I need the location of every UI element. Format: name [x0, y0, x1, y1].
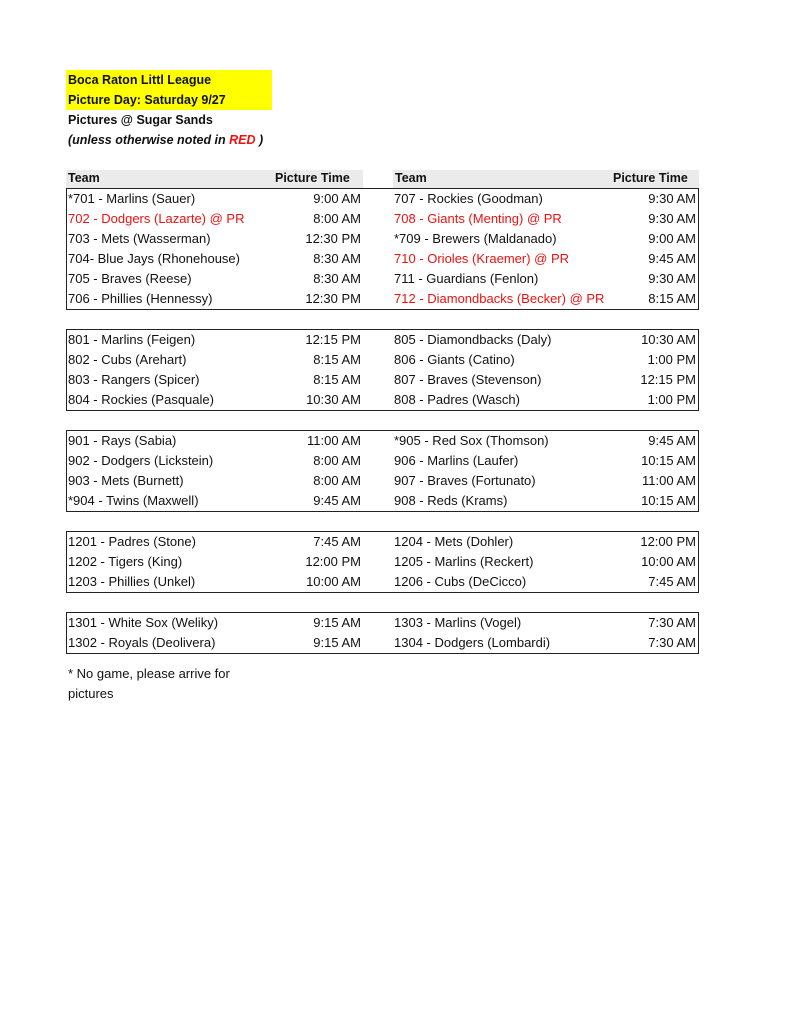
picture-time-cell: 9:30 AM	[648, 191, 696, 206]
table-row	[67, 613, 698, 633]
picture-time-cell: 10:30 AM	[641, 332, 696, 347]
table-row	[67, 269, 698, 289]
picture-time-cell: 1:00 PM	[647, 352, 696, 367]
picture-time-cell: 8:15 AM	[313, 352, 361, 367]
team-cell: 707 - Rockies (Goodman)	[394, 191, 543, 206]
team-cell: *701 - Marlins (Sauer)	[68, 191, 196, 206]
picture-time-cell: 12:00 PM	[640, 534, 696, 549]
team-cell: 802 - Cubs (Arehart)	[68, 352, 187, 367]
team-cell: 1304 - Dodgers (Lombardi)	[394, 635, 551, 650]
picture-time-cell: 11:00 AM	[307, 433, 361, 448]
table-row	[67, 289, 698, 309]
team-cell: 906 - Marlins (Laufer)	[394, 453, 519, 468]
table-row	[67, 370, 698, 390]
division-group	[66, 329, 699, 411]
picture-day-date: Picture Day: Saturday 9/27	[66, 90, 272, 110]
team-cell: 712 - Diamondbacks (Becker) @ PR	[394, 291, 605, 306]
table-row	[67, 189, 698, 209]
red-note-suffix: )	[255, 133, 264, 147]
picture-time-cell: 9:00 AM	[648, 231, 696, 246]
picture-time-cell: 8:00 AM	[313, 453, 361, 468]
picture-time-cell: 8:00 AM	[313, 473, 361, 488]
picture-time-cell: 10:30 AM	[306, 392, 361, 407]
table-row	[67, 249, 698, 269]
table-row	[67, 471, 698, 491]
team-cell: 704- Blue Jays (Rhonehouse)	[68, 251, 240, 266]
team-cell: 706 - Phillies (Hennessy)	[68, 291, 213, 306]
picture-time-cell: 12:15 PM	[305, 332, 361, 347]
picture-time-cell: 8:30 AM	[313, 271, 361, 286]
team-cell: 1301 - White Sox (Weliky)	[68, 615, 219, 630]
team-cell: 806 - Giants (Catino)	[394, 352, 515, 367]
table-row	[67, 633, 698, 653]
team-cell: 1206 - Cubs (DeCicco)	[394, 574, 527, 589]
table-header	[66, 170, 699, 188]
team-cell: 1205 - Marlins (Reckert)	[394, 554, 534, 569]
picture-time-cell: 11:00 AM	[642, 473, 696, 488]
picture-time-cell: 10:15 AM	[641, 493, 696, 508]
team-cell: 1201 - Padres (Stone)	[68, 534, 196, 549]
col-header-time-right: Picture Time	[613, 171, 688, 185]
table-row	[67, 431, 698, 451]
league-title: Boca Raton Littl League	[66, 70, 272, 90]
team-cell: 908 - Reds (Krams)	[394, 493, 508, 508]
team-cell: 805 - Diamondbacks (Daly)	[394, 332, 552, 347]
picture-time-cell: 7:45 AM	[648, 574, 696, 589]
picture-time-cell: 8:30 AM	[313, 251, 361, 266]
picture-time-cell: 8:00 AM	[313, 211, 361, 226]
team-cell: 702 - Dodgers (Lazarte) @ PR	[68, 211, 245, 226]
team-cell: 1204 - Mets (Dohler)	[394, 534, 514, 549]
picture-time-cell: 10:15 AM	[641, 453, 696, 468]
division-group	[66, 430, 699, 512]
picture-time-cell: 10:00 AM	[641, 554, 696, 569]
document-header	[66, 70, 272, 150]
picture-time-cell: 12:30 PM	[305, 291, 361, 306]
table-row	[67, 390, 698, 410]
team-cell: 804 - Rockies (Pasquale)	[68, 392, 214, 407]
team-cell: 1302 - Royals (Deolivera)	[68, 635, 216, 650]
team-cell: 703 - Mets (Wasserman)	[68, 231, 211, 246]
red-note-line	[66, 130, 272, 150]
picture-time-cell: 9:15 AM	[313, 635, 361, 650]
picture-time-cell: 9:00 AM	[313, 191, 361, 206]
location-line: Pictures @ Sugar Sands	[68, 113, 213, 127]
division-group	[66, 531, 699, 593]
division-group	[66, 612, 699, 654]
table-row	[67, 209, 698, 229]
picture-time-cell: 12:30 PM	[305, 231, 361, 246]
red-note-keyword: RED	[229, 133, 256, 147]
picture-time-cell: 8:15 AM	[648, 291, 696, 306]
footnote: * No game, please arrive for pictures	[68, 666, 230, 701]
table-row	[67, 491, 698, 511]
col-header-time-left: Picture Time	[275, 171, 350, 185]
picture-time-cell: 12:00 PM	[305, 554, 361, 569]
picture-time-cell: 9:45 AM	[648, 251, 696, 266]
picture-time-cell: 12:15 PM	[640, 372, 696, 387]
table-body	[66, 188, 699, 654]
team-cell: 803 - Rangers (Spicer)	[68, 372, 200, 387]
picture-time-cell: 9:30 AM	[648, 211, 696, 226]
picture-time-cell: 9:30 AM	[648, 271, 696, 286]
table-row	[67, 350, 698, 370]
picture-time-cell: 7:30 AM	[648, 635, 696, 650]
division-group	[66, 188, 699, 310]
table-row	[67, 532, 698, 552]
table-row	[67, 229, 698, 249]
picture-time-cell: 9:15 AM	[313, 615, 361, 630]
team-cell: *709 - Brewers (Maldanado)	[394, 231, 557, 246]
picture-time-cell: 7:45 AM	[313, 534, 361, 549]
team-cell: 907 - Braves (Fortunato)	[394, 473, 536, 488]
team-cell: 808 - Padres (Wasch)	[394, 392, 520, 407]
table-row	[67, 572, 698, 592]
team-cell: 710 - Orioles (Kraemer) @ PR	[394, 251, 570, 266]
team-cell: 705 - Braves (Reese)	[68, 271, 192, 286]
team-cell: *904 - Twins (Maxwell)	[68, 493, 199, 508]
team-cell: 902 - Dodgers (Lickstein)	[68, 453, 214, 468]
picture-time-cell: 10:00 AM	[306, 574, 361, 589]
team-cell: 901 - Rays (Sabia)	[68, 433, 177, 448]
picture-time-cell: 9:45 AM	[648, 433, 696, 448]
col-header-team-right: Team	[395, 171, 427, 185]
col-header-team-left: Team	[68, 171, 100, 185]
team-cell: 1203 - Phillies (Unkel)	[68, 574, 196, 589]
team-cell: 807 - Braves (Stevenson)	[394, 372, 542, 387]
table-row	[67, 451, 698, 471]
table-row	[67, 330, 698, 350]
team-cell: 1303 - Marlins (Vogel)	[394, 615, 522, 630]
team-cell: 1202 - Tigers (King)	[68, 554, 183, 569]
picture-time-cell: 1:00 PM	[647, 392, 696, 407]
table-row	[67, 552, 698, 572]
red-note-prefix: (unless otherwise noted in	[68, 133, 230, 147]
picture-time-cell: 9:45 AM	[313, 493, 361, 508]
team-cell: 903 - Mets (Burnett)	[68, 473, 184, 488]
schedule-table	[66, 170, 699, 673]
team-cell: 708 - Giants (Menting) @ PR	[394, 211, 562, 226]
team-cell: 801 - Marlins (Feigen)	[68, 332, 196, 347]
picture-time-cell: 8:15 AM	[313, 372, 361, 387]
team-cell: 711 - Guardians (Fenlon)	[394, 271, 539, 286]
picture-time-cell: 7:30 AM	[648, 615, 696, 630]
team-cell: *905 - Red Sox (Thomson)	[394, 433, 549, 448]
